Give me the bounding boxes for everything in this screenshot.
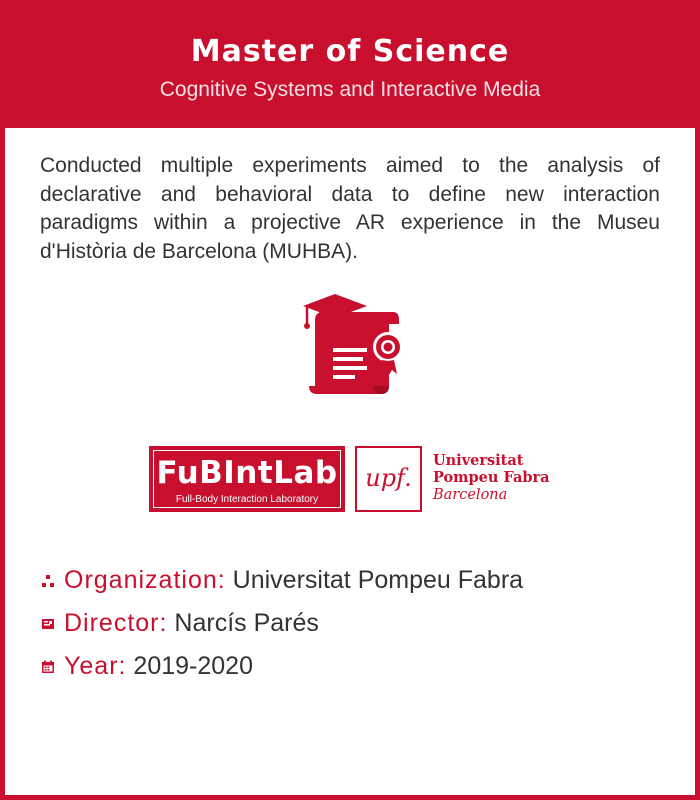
card-body	[5, 128, 695, 795]
info-list	[41, 562, 681, 691]
fubintlab-logo	[149, 446, 345, 512]
director-value: Narcís Parés	[174, 609, 319, 637]
diploma-graduation-icon	[293, 290, 413, 400]
fubintlab-logo-name: FuBIntLab	[156, 455, 338, 491]
partner-logos	[149, 444, 569, 514]
description-text: Conducted multiple experiments aimed to the analysis of declarative and behavioral data to define new interaction paradigms within a projective AR experience in the Museu d'Història de Barcelona (MUHBA).	[40, 154, 660, 263]
fubintlab-logo-subtitle: Full-Body Interaction Laboratory	[175, 494, 319, 505]
calendar-icon	[41, 648, 57, 684]
info-row-year	[41, 648, 681, 691]
info-row-director	[41, 605, 681, 648]
upf-logo-line1: Universitat	[433, 452, 524, 469]
year-value: 2019-2020	[133, 652, 253, 680]
upf-logo-line2: Pompeu Fabra	[433, 469, 550, 486]
director-label: Director:	[64, 609, 168, 637]
page-subtitle: Cognitive Systems and Interactive Media	[159, 78, 541, 101]
upf-logo-line3: Barcelona	[433, 487, 508, 503]
card-header	[0, 0, 700, 128]
id-card-icon	[41, 605, 57, 641]
upf-logo-mark-text: upf.	[365, 464, 412, 492]
info-row-organization	[41, 562, 681, 605]
sitemap-icon	[41, 562, 57, 598]
page-title: Master of Science	[190, 34, 510, 69]
organization-value: Universitat Pompeu Fabra	[232, 566, 524, 594]
upf-logo-wordmark	[433, 452, 550, 505]
year-label: Year:	[64, 652, 127, 680]
upf-logo-mark	[355, 446, 422, 512]
organization-label: Organization:	[64, 566, 226, 594]
